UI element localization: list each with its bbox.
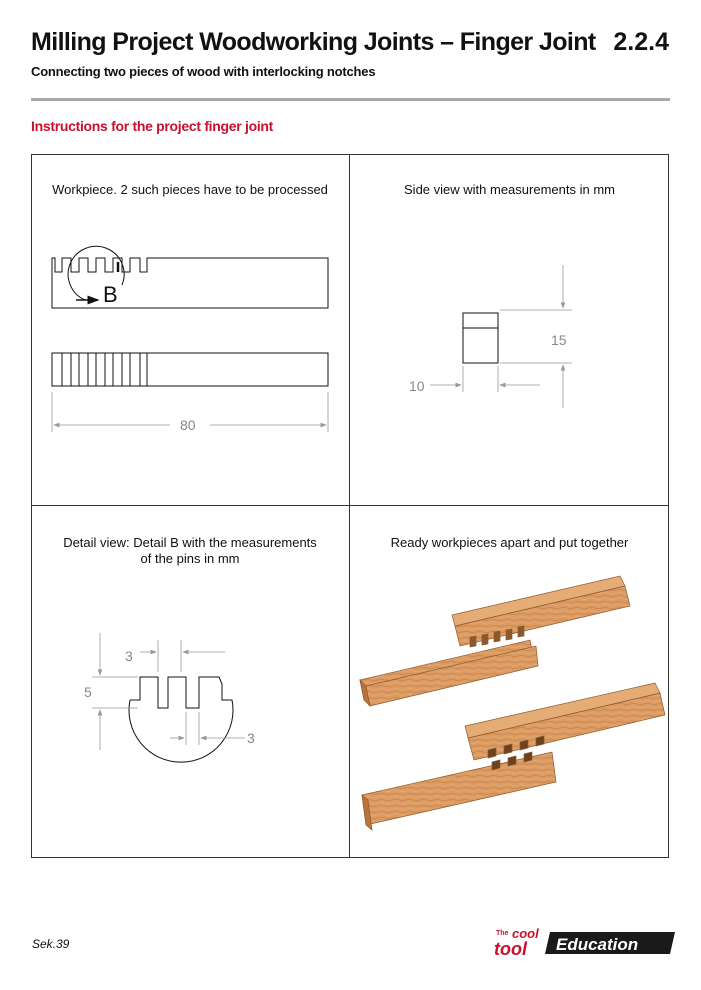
- svg-text:Education: Education: [556, 935, 639, 954]
- side-view-caption: Side view with measurements in mm: [404, 182, 615, 197]
- length-80-label: 80: [180, 417, 196, 433]
- pin-depth-5-label: 5: [84, 684, 92, 700]
- svg-text:The: The: [496, 930, 509, 937]
- page-subtitle: Connecting two pieces of wood with interlocking notches: [31, 64, 376, 79]
- instructions-heading: Instructions for the project finger joint: [31, 118, 274, 134]
- detail-view-caption-line1: Detail view: Detail B with the measurements: [63, 535, 317, 550]
- width-10-label: 10: [409, 378, 425, 394]
- pin-width-3-label: 3: [125, 648, 133, 664]
- svg-text:tool: tool: [494, 939, 527, 958]
- page-number: Sek.39: [32, 937, 70, 951]
- svg-text:cool: cool: [512, 926, 539, 941]
- height-15-label: 15: [551, 332, 567, 348]
- detail-view-caption-line2: of the pins in mm: [140, 551, 240, 566]
- detail-view-drawing: [129, 677, 233, 762]
- side-view-drawing: [463, 313, 498, 363]
- workpieces-together-illustration: [362, 683, 665, 830]
- gap-width-3-label: 3: [247, 730, 255, 746]
- workpiece-notched-drawing: [52, 246, 328, 308]
- page-title: Milling Project Woodworking Joints – Finger Joint: [31, 28, 596, 56]
- detail-b-label: B: [103, 282, 118, 307]
- cool-tool-education-logo: [490, 924, 676, 958]
- workpiece-caption: Workpiece. 2 such pieces have to be processed: [52, 182, 328, 197]
- ready-caption: Ready workpieces apart and put together: [390, 535, 629, 550]
- section-number: 2.2.4: [613, 28, 669, 56]
- workpiece-front-drawing: [52, 353, 328, 386]
- workpieces-apart-illustration: [360, 576, 630, 706]
